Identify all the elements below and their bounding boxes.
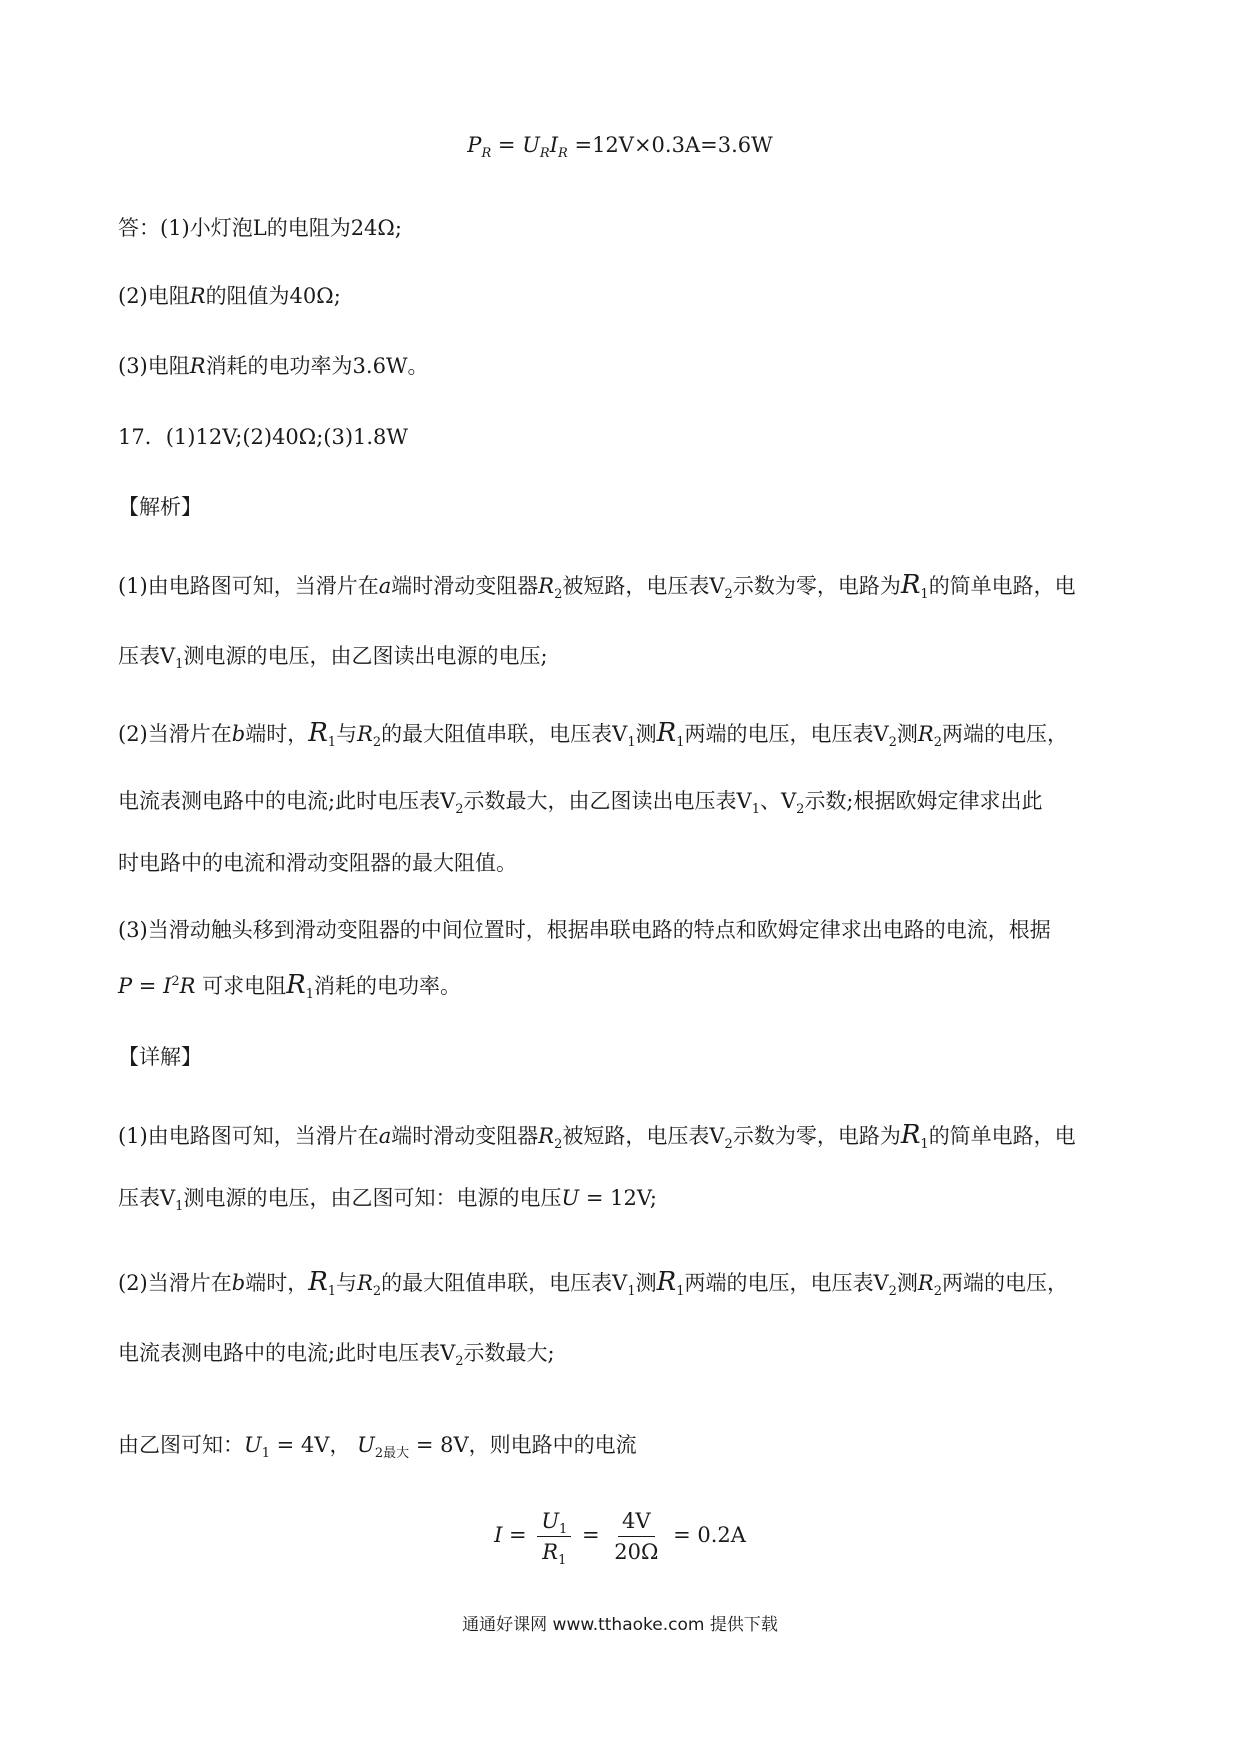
analysis-para-1: (1)由电路图可知，当滑片在a端时滑动变阻器$R_2$被短路，电压表$V_2$示数为零，电路为$R_1$的简单电路，电: [118, 570, 1076, 602]
detail-para-1: (1)由电路图可知，当滑片在a端时滑动变阻器$R_2$被短路，电压表$V_2$示数为零，电路为$R_1$的简单电路，电: [118, 1120, 1076, 1152]
answer-line-3: (3)电阻R消耗的电功率为3.6W。: [118, 354, 429, 378]
formula-current: I = $\frac{U_1}{R_1}$ = $\frac{4V}{20\Omega}$ = 0.2A: [494, 1509, 746, 1568]
analysis-para-3-line-2: $P = I^2R$ 可求电阻$R_1$消耗的电功率。: [118, 970, 462, 1002]
formula-symbol: P: [467, 133, 482, 157]
formula-sub: R: [481, 146, 492, 161]
formula-rest: =12V×0.3A=3.6W: [574, 133, 773, 157]
fraction-u1-over-r1: $\frac{U_1}{R_1}$: [537, 1508, 571, 1565]
analysis-para-2: (2)当滑片在b端时，$R_1$与$R_2$的最大阻值串联，电压表$V_1$测$R_1$两端的电压，电压表$V_2$测$R_2$两端的电压，: [118, 718, 1069, 750]
formula-sub: R: [557, 146, 568, 161]
detail-para-1-line-2: 压表$V_1$测电源的电压，由乙图可知：电源的电压U = 12V;: [118, 1186, 657, 1214]
analysis-para-1-line-2: 压表$V_1$测电源的电压，由乙图读出电源的电压;: [118, 644, 548, 672]
question-17-answer: 17．(1)12V;(2)40Ω;(3)1.8W: [118, 425, 409, 449]
detail-heading: 【详解】: [118, 1045, 202, 1069]
analysis-para-2-line-3: 时电路中的电流和滑动变阻器的最大阻值。: [118, 851, 517, 875]
detail-para-2-line-2: 电流表测电路中的电流;此时电压表$V_2$示数最大;: [118, 1341, 555, 1369]
fraction-4v-over-20ohm: $\frac{4V}{20\Omega}$: [614, 1509, 659, 1564]
analysis-para-3: (3)当滑动触头移到滑动变阻器的中间位置时，根据串联电路的特点和欧姆定律求出电路的电流，根据: [118, 918, 1051, 942]
answer-line-2: (2)电阻R的阻值为40Ω;: [118, 284, 341, 308]
answer-line-1: 答：(1)小灯泡L的电阻为24Ω;: [118, 216, 402, 240]
analysis-heading: 【解析】: [118, 495, 202, 519]
detail-para-3: 由乙图可知：$U_1 = 4V$， $U_{2最大} = 8V$，则电路中的电流: [118, 1433, 637, 1461]
page-footer: 通通好课网 www.tthaoke.com 提供下载: [462, 1615, 778, 1635]
formula-symbol: U: [522, 133, 540, 157]
detail-para-2: (2)当滑片在b端时，$R_1$与$R_2$的最大阻值串联，电压表$V_1$测$R_1$两端的电压，电压表$V_2$测$R_2$两端的电压，: [118, 1267, 1069, 1299]
formula-sub: R: [539, 146, 550, 161]
analysis-para-2-line-2: 电流表测电路中的电流;此时电压表$V_2$示数最大，由乙图读出电压表$V_1$、$V_2$示数;根据欧姆定律求出此: [118, 789, 1043, 817]
formula-symbol: I: [549, 133, 558, 157]
formula-power-r: $P_R = U_RI_R =12V\times 0.3A=3.6W$: [467, 133, 773, 161]
